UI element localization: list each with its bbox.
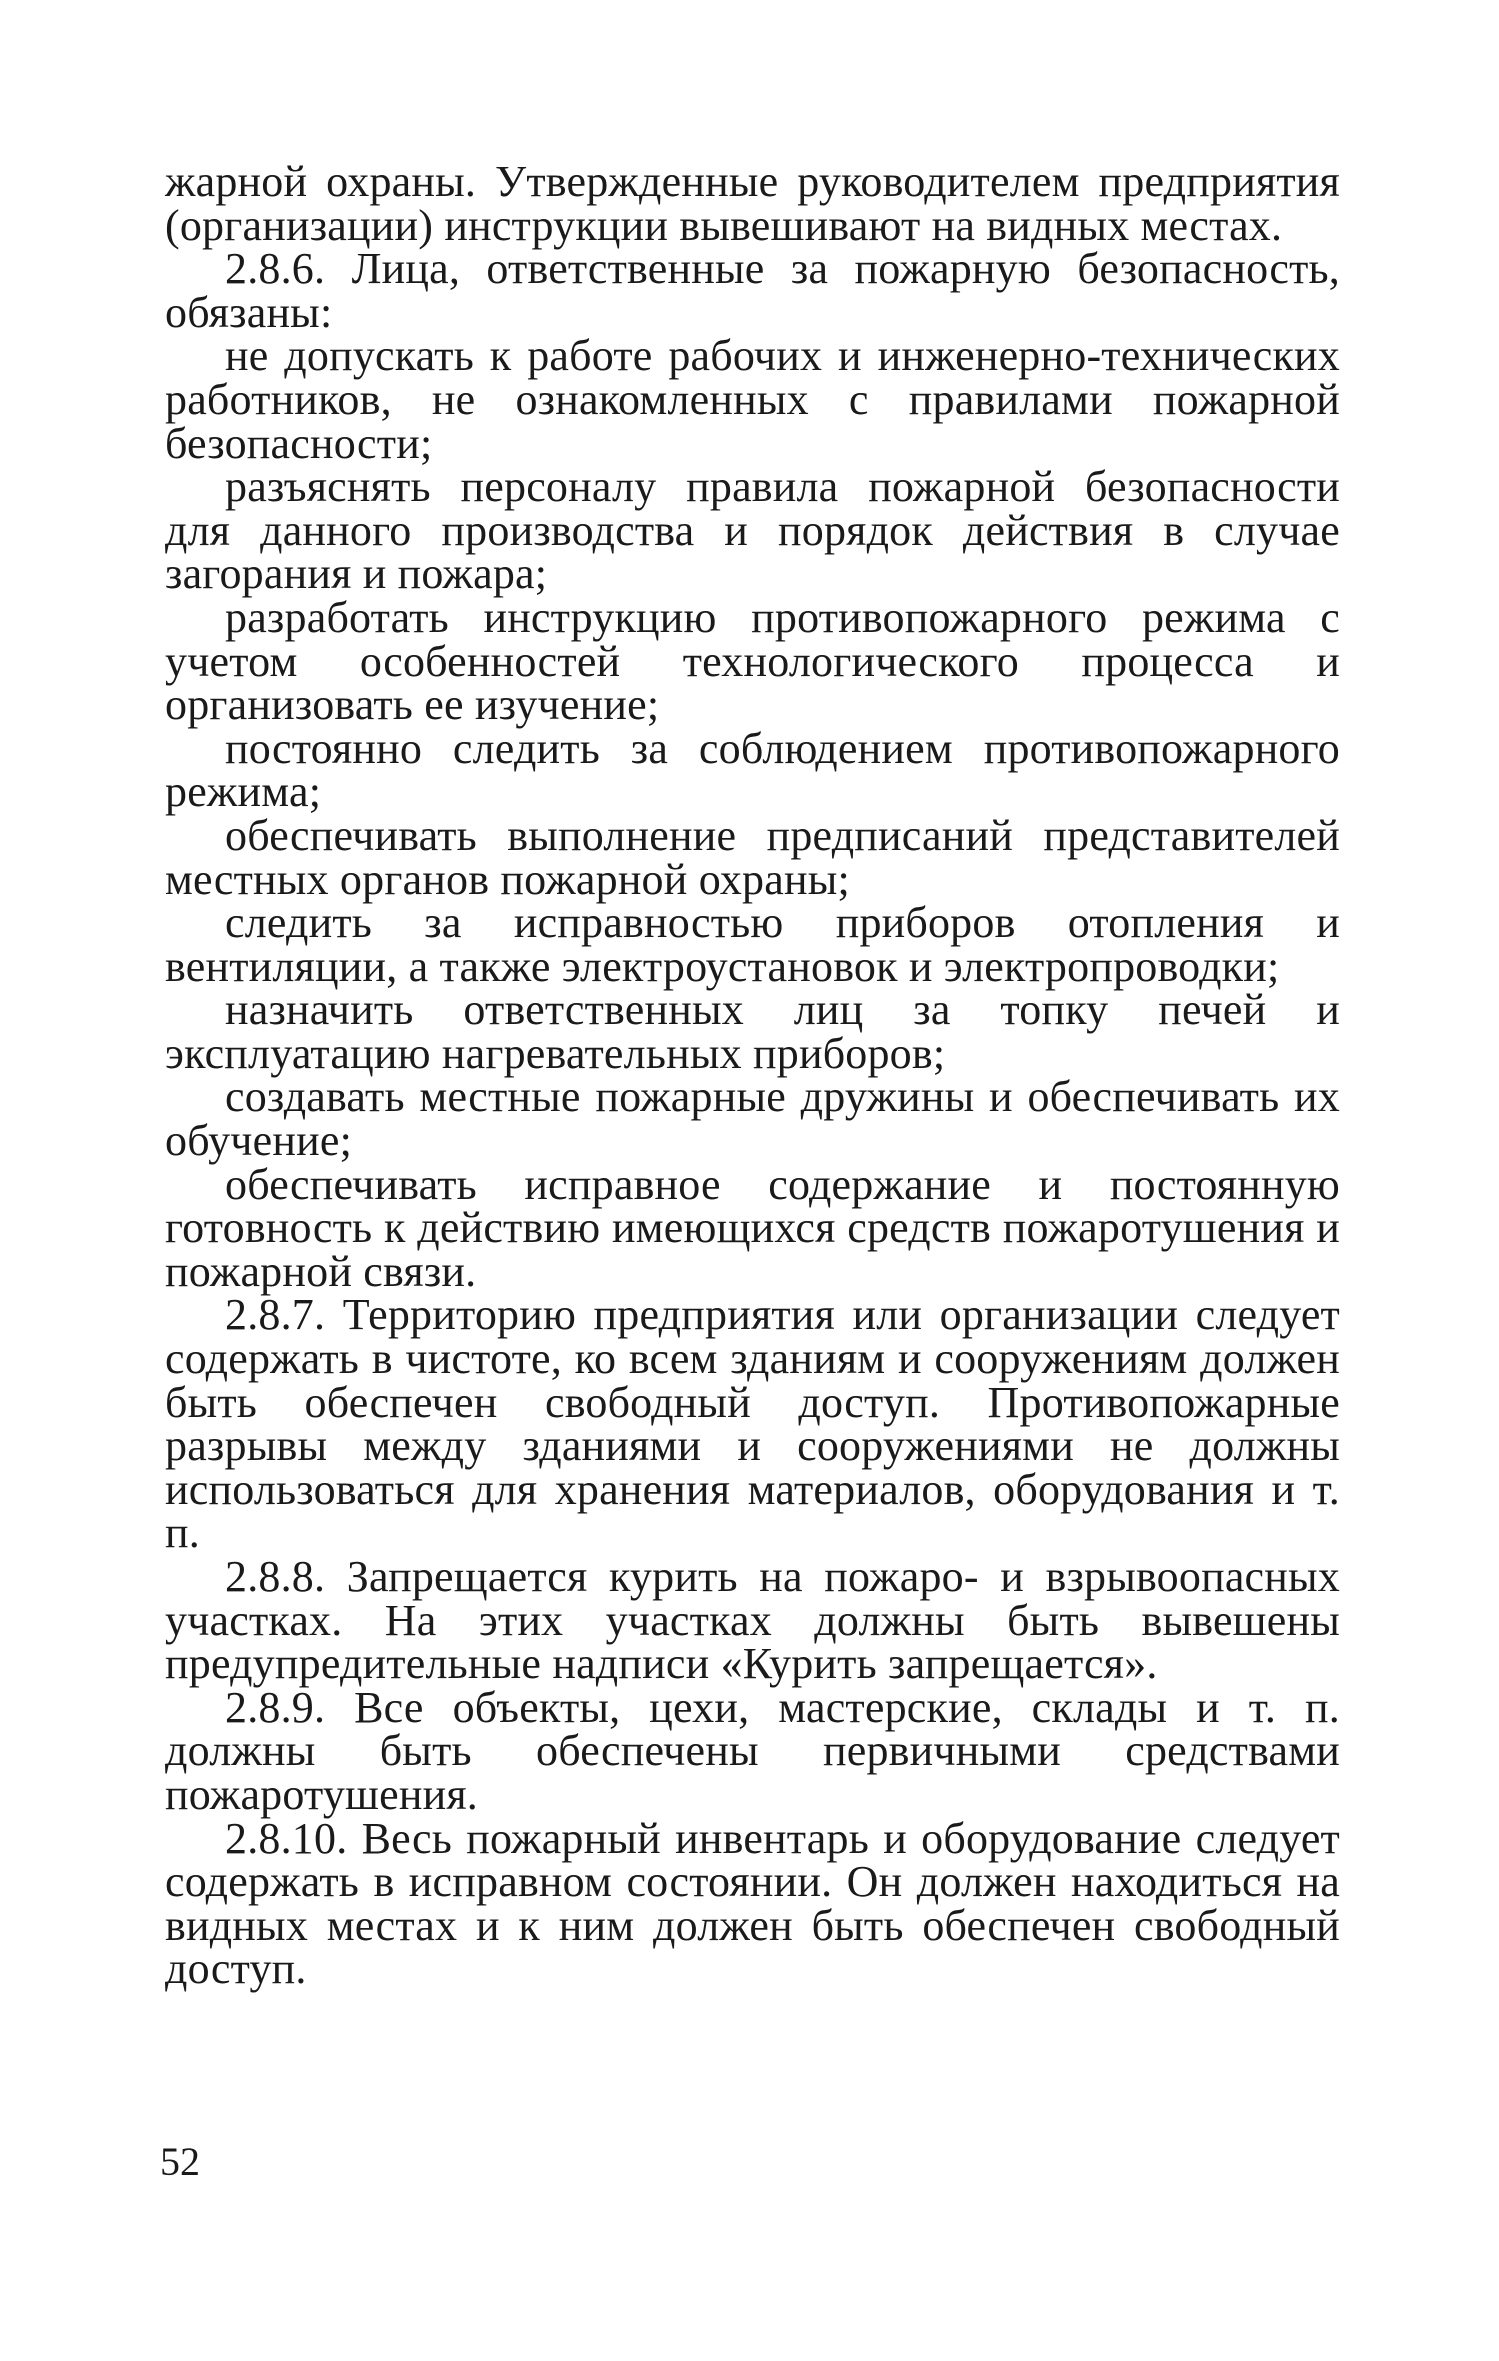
list-item-duty: создавать местные пожарные дружины и обеспечивать их обучение;	[165, 1072, 1340, 1166]
paragraph-continuation: жарной охраны. Утвержденные руководителем предприятия (организации) инструкции вывешивают на видных местах.	[165, 157, 1340, 250]
page-number: 52	[160, 2139, 200, 2184]
list-item-duty: не допускать к работе рабочих и инженерно-технических работников, не ознакомленных с правилами пожарной безопасности;	[165, 331, 1340, 468]
list-item-duty: следить за исправностью приборов отопления и вентиляции, а также электроустановок и электропроводки;	[165, 898, 1340, 991]
paragraph-2-8-6: 2.8.6. Лица, ответственные за пожарную безопасность, обязаны:	[165, 244, 1340, 337]
list-item-duty: обеспечивать выполнение предписаний представителей местных органов пожарной охраны;	[165, 810, 1340, 904]
list-item-duty: назначить ответственных лиц за топку печей и эксплуатацию нагревательных приборов;	[165, 985, 1340, 1078]
page-body	[165, 157, 1340, 1994]
list-item-duty: разработать инструкцию противопожарного режима с учетом особенностей технологического процесса и организовать ее изучение;	[165, 592, 1340, 730]
list-item-duty: постоянно следить за соблюдением противопожарного режима;	[165, 723, 1340, 817]
list-item-duty: разъяснять персоналу правила пожарной безопасности для данного производства и порядок действия в случае загорания и пожара;	[165, 462, 1340, 599]
paragraph-2-8-8: 2.8.8. Запрещается курить на пожаро- и взрывоопасных участках. На этих участках должны быть вывешены предупредительные надписи «Курить запрещается».	[165, 1552, 1340, 1689]
paragraph-2-8-10: 2.8.10. Весь пожарный инвентарь и оборудование следует содержать в исправном состоянии. Он должен находиться на видных местах и к ним должен быть обеспечен свободный доступ.	[165, 1813, 1340, 1994]
list-item-duty: обеспечивать исправное содержание и постоянную готовность к действию имеющихся средств пожаротушения и пожарной связи.	[165, 1159, 1340, 1296]
paragraph-2-8-9: 2.8.9. Все объекты, цехи, мастерские, склады и т. п. должны быть обеспечены первичными средствами пожаротушения.	[165, 1682, 1340, 1819]
paragraph-2-8-7: 2.8.7. Территорию предприятия или организации следует содержать в чистоте, ко всем зданиям и сооружениям должен быть обеспечен свободный доступ. Противопожарные разрывы между зданиями и сооружениями не должны использоваться для хранения материалов, оборудования и т. п.	[165, 1290, 1340, 1558]
